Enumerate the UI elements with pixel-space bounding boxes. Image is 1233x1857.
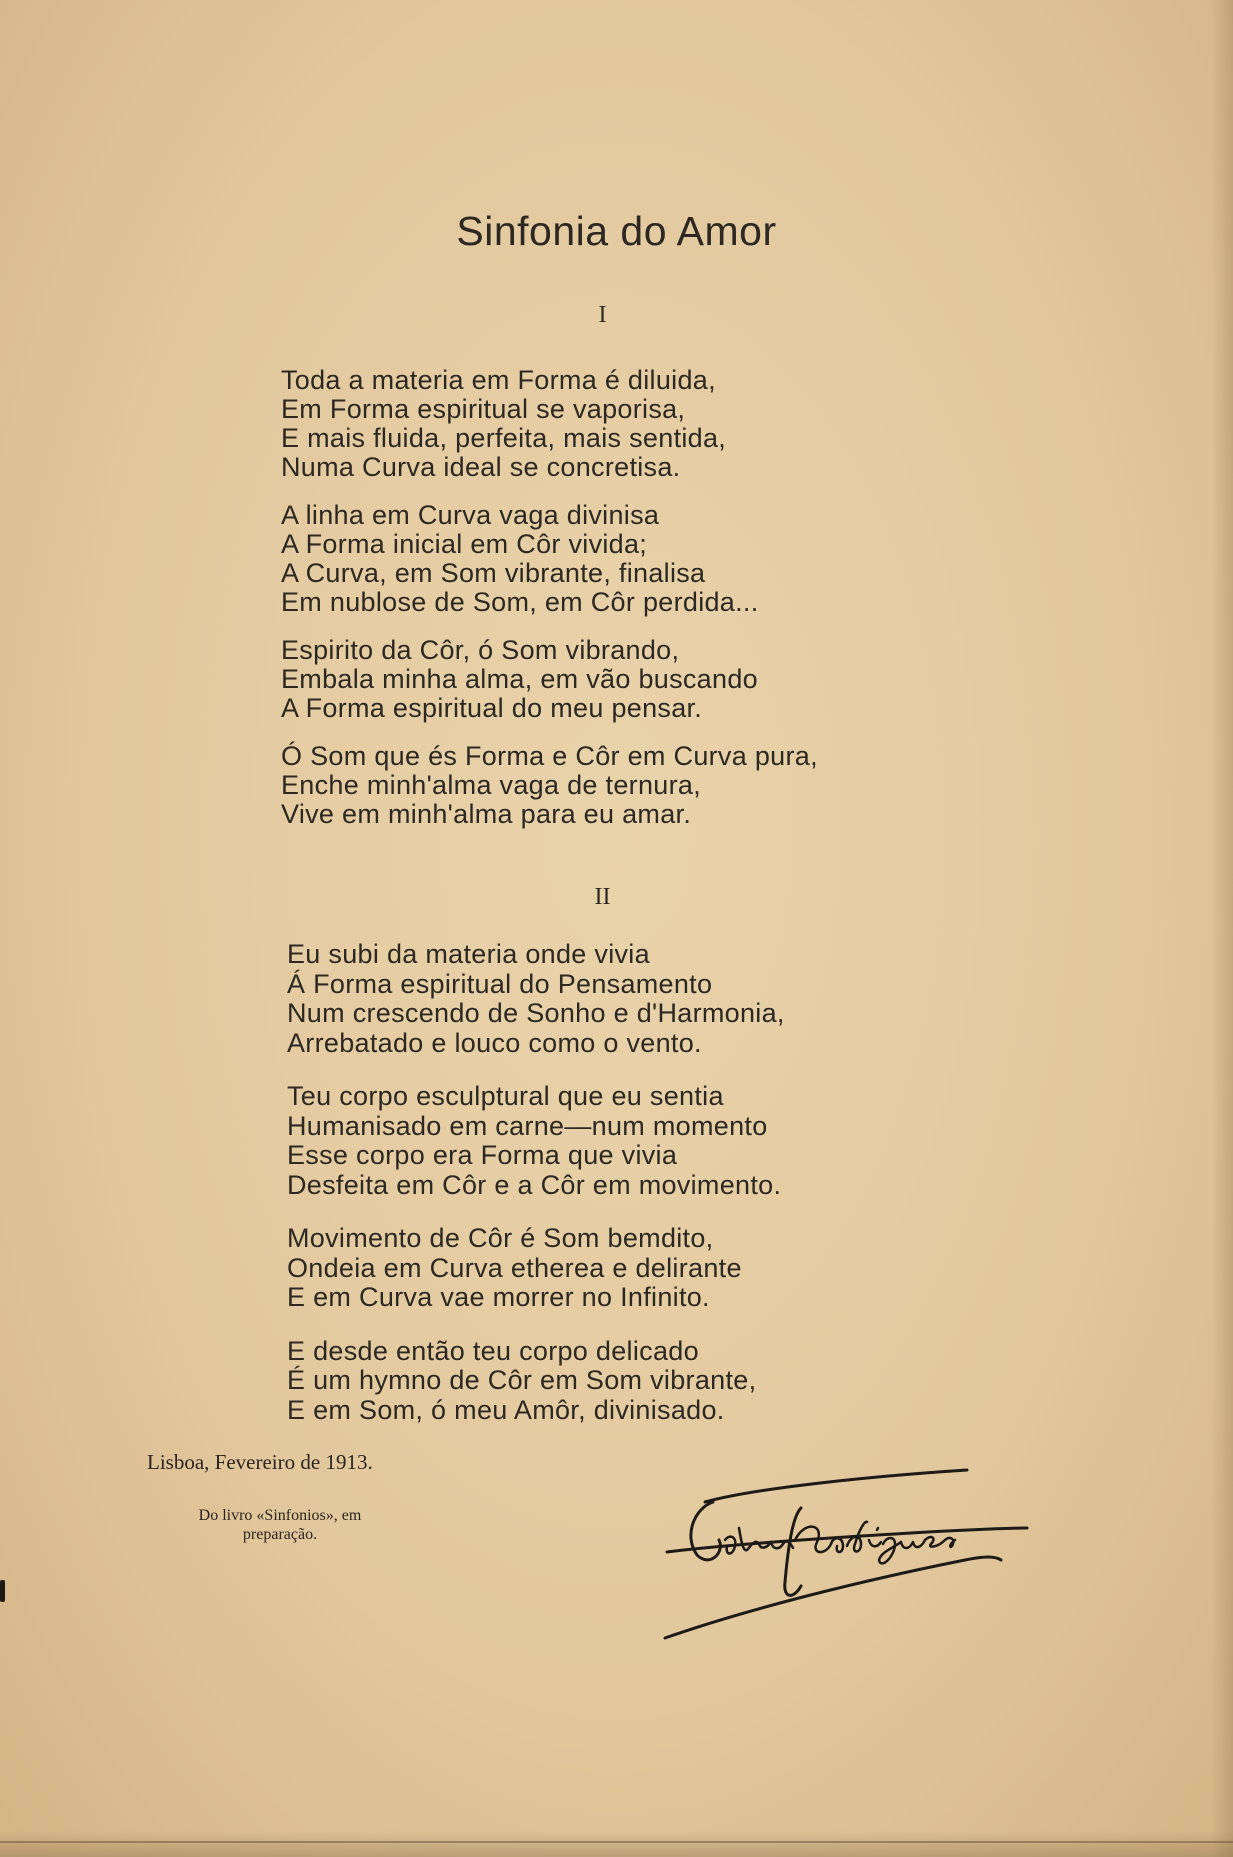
- page-bottom-rule: [0, 1841, 1233, 1843]
- verse-line: Enche minh'alma vaga de ternura,: [281, 770, 701, 800]
- page-edge-shadow: [1211, 0, 1233, 1857]
- verse-line: Humanisado em carne—num momento: [287, 1110, 768, 1141]
- verse-line: Á Forma espiritual do Pensamento: [287, 968, 713, 999]
- verse-line: Esse corpo era Forma que vivia: [287, 1140, 678, 1170]
- poem-title: Sinfonia do Amor: [456, 208, 777, 254]
- poem-part-1: [281, 366, 921, 848]
- stanza: [281, 501, 921, 617]
- footnote-line: Do livro «Sinfonios», em: [198, 1507, 362, 1524]
- verse-line: Em nublose de Som, em Côr perdida...: [281, 587, 759, 617]
- verse-line: É um hymno de Côr em Som vibrante,: [287, 1365, 757, 1395]
- verse-line: Embala minha alma, em vão buscando: [281, 664, 758, 694]
- verse-line: Vive em minh'alma para eu amar.: [281, 799, 692, 829]
- stanza: [287, 1337, 927, 1426]
- verse-line: A Curva, em Som vibrante, finalisa: [281, 558, 706, 588]
- stanza: [281, 366, 921, 482]
- verse-line: A linha em Curva vaga divinisa: [281, 500, 660, 530]
- verse-line: Em Forma espiritual se vaporisa,: [281, 394, 686, 424]
- signature-text: Côrtes Rodrigues: [655, 1460, 663, 1461]
- verse-line: Teu corpo esculptural que eu sentia: [287, 1081, 724, 1111]
- verse-line: A Forma espiritual do meu pensar.: [281, 693, 703, 723]
- page-bottom-shadow: [0, 1831, 1233, 1857]
- verse-line: Espirito da Côr, ó Som vibrando,: [281, 635, 680, 665]
- verse-line: Numa Curva ideal se concretisa.: [281, 452, 681, 482]
- poem-part-2: [287, 940, 927, 1449]
- stanza: [287, 1082, 927, 1200]
- verse-line: A Forma inicial em Côr vivida;: [281, 529, 648, 559]
- verse-line: Movimento de Côr é Som bemdito,: [287, 1223, 714, 1253]
- section-numeral-2: II: [594, 884, 611, 910]
- stanza: [287, 940, 927, 1058]
- verse-line: Toda a materia em Forma é diluida,: [281, 365, 716, 395]
- verse-line: Num crescendo de Sonho e d'Harmonia,: [287, 998, 785, 1028]
- footnote-line: preparação.: [242, 1526, 318, 1543]
- verse-line: Eu subi da materia onde vivia: [287, 939, 650, 969]
- section-numeral-1: I: [598, 302, 607, 328]
- verse-line: Desfeita em Côr e a Côr em movimento.: [287, 1169, 782, 1200]
- verse-line: E desde então teu corpo delicado: [287, 1335, 699, 1366]
- handwritten-signature: [655, 1460, 1055, 1660]
- binding-mark: [0, 1580, 5, 1602]
- stanza: [287, 1224, 927, 1313]
- stanza: [281, 636, 921, 723]
- verse-line: E em Curva vae morrer no Infinito.: [287, 1282, 710, 1312]
- verse-line: E mais fluida, perfeita, mais sentida,: [281, 423, 727, 453]
- footnote: [150, 1506, 410, 1544]
- verse-line: Ó Som que és Forma e Côr em Curva pura,: [281, 741, 818, 771]
- dateline: Lisboa, Fevereiro de 1913.: [147, 1450, 373, 1474]
- verse-line: Arrebatado e louco como o vento.: [287, 1027, 702, 1058]
- stanza: [281, 742, 921, 829]
- verse-line: E em Som, ó meu Amôr, divinisado.: [287, 1394, 725, 1425]
- verse-line: Ondeia em Curva etherea e delirante: [287, 1252, 742, 1283]
